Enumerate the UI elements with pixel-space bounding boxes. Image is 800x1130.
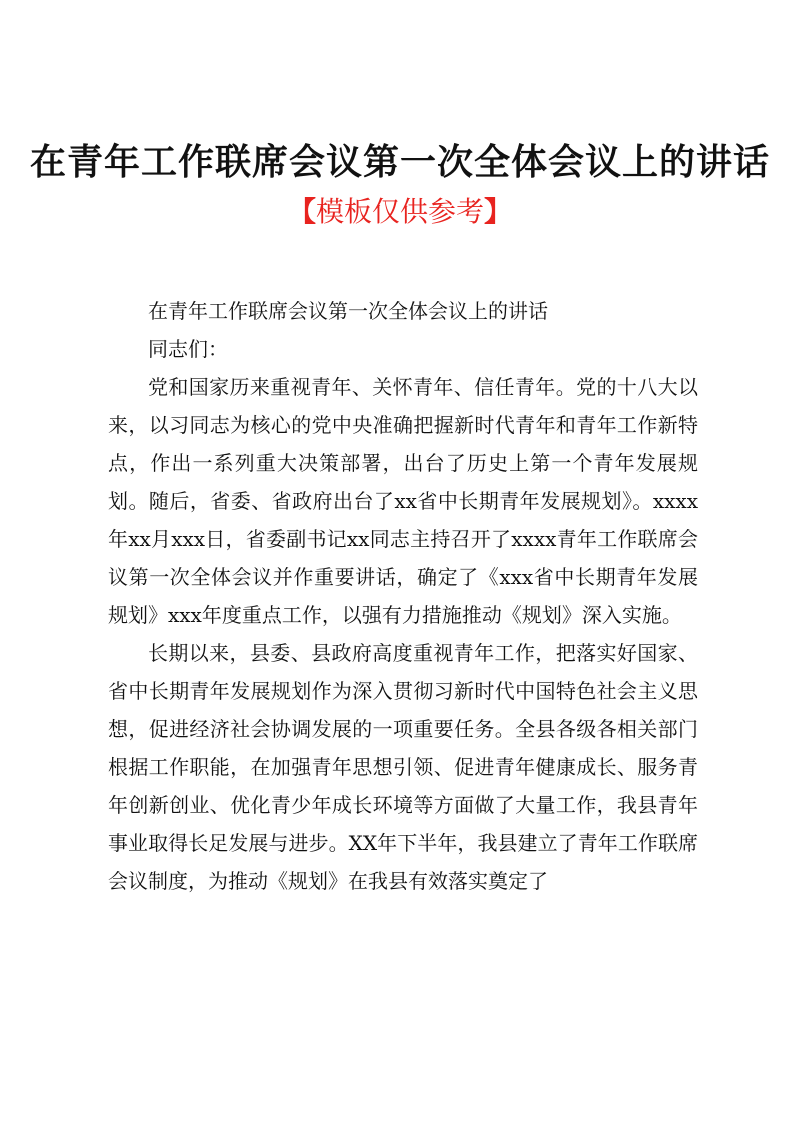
template-notice xyxy=(0,192,800,232)
body-heading: 在青年工作联席会议第一次全体会议上的讲话 xyxy=(148,299,548,323)
salutation: 同志们： xyxy=(148,337,228,361)
notice-text: 模板仅供参考 xyxy=(315,195,484,228)
paragraph: 党和国家历来重视青年、关怀青年、信任青年。党的十八大以来，以习同志为核心的党中央准确把握新时代青年和青年工作新特点，作出一系列重大决策部署，出台了历史上第一个青年发展规划。随后，省委、省政府出台了xx省中长期青年发展规划》。xxxx年xx月xxx日，省委副书记xx同志主持召开了xxxx青年工作联席会议第一次全体会议并作重要讲话，确定了《xxx省中长期青年发展规划》xxx年度重点工作，以强有力措施推动《规划》深入实施。 xyxy=(108,375,698,627)
document-body xyxy=(108,292,698,900)
notice-close-bracket: 】 xyxy=(484,195,513,228)
paragraph: 长期以来，县委、县政府高度重视青年工作，把落实好国家、省中长期青年发展规划作为深入贯彻习新时代中国特色社会主义思想，促进经济社会协调发展的一项重要任务。全县各级各相关部门根据工作职能，在加强青年思想引领、促进青年健康成长、服务青年创新创业、优化青少年成长环境等方面做了大量工作，我县青年事业取得长足发展与进步。XX年下半年，我县建立了青年工作联席会议制度，为推动《规划》在我县有效落实奠定了 xyxy=(108,641,698,893)
notice-open-bracket: 【 xyxy=(287,195,316,228)
document-title: 在青年工作联席会议第一次全体会议上的讲话 xyxy=(29,141,770,183)
